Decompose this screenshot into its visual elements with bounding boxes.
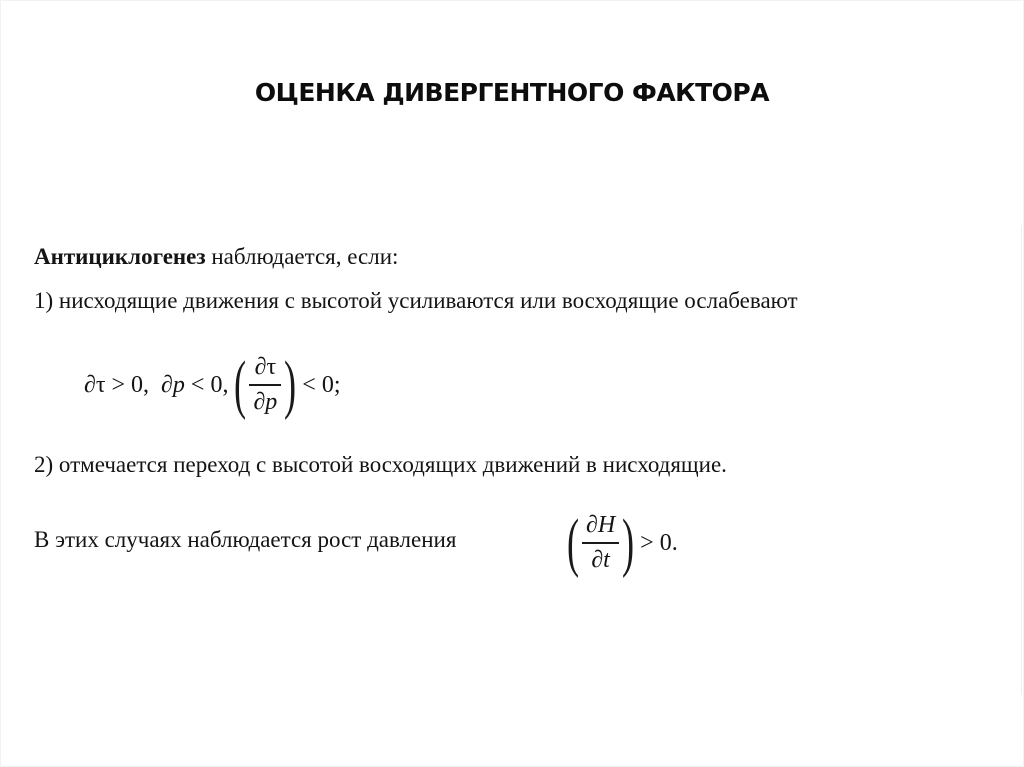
fraction-dH-dt — [582, 512, 619, 575]
right-parenthesis: ) — [284, 348, 297, 421]
partial-symbol: ∂ — [253, 388, 266, 415]
left-parenthesis: ( — [566, 506, 580, 579]
partial-symbol: ∂ — [161, 371, 173, 398]
fraction-bar — [582, 542, 619, 544]
formula-tail: > 0. — [640, 529, 678, 556]
left-parenthesis: ( — [234, 348, 247, 421]
formula-dp-negative — [161, 372, 228, 399]
formula-text: < 0, — [184, 371, 229, 398]
conclusion-line: В этих случаях наблюдается рост давления — [34, 527, 457, 552]
fraction-denominator — [249, 389, 281, 417]
slide-title: ОЦЕНКА ДИВЕРГЕНТНОГО ФАКТОРА — [254, 78, 770, 107]
fraction-denominator — [587, 547, 614, 575]
formula-tail: < 0; — [302, 371, 341, 398]
condition-item-1: 1) нисходящие движения с высотой усиливаются или восходящие ослабевают — [34, 288, 798, 313]
variable-p: p — [265, 388, 278, 415]
partial-symbol: ∂ — [585, 511, 598, 538]
formula-dtau-positive: ∂τ > 0, — [84, 371, 150, 398]
scan-edge-divider — [1021, 225, 1022, 695]
intro-line — [34, 244, 398, 270]
intro-text: наблюдается, если: — [205, 244, 399, 269]
fraction-dtau-dp — [249, 354, 281, 417]
formula-condition-1 — [84, 342, 340, 428]
intro-term: Антициклогенез — [34, 244, 206, 269]
variable-H: H — [597, 511, 616, 538]
fraction-numerator — [582, 512, 619, 540]
variable-t: t — [603, 546, 610, 573]
condition-item-2: 2) отмечается переход с высотой восходящих движений в нисходящие. — [34, 452, 727, 477]
variable-p: p — [172, 371, 185, 398]
formula-pressure-growth — [566, 500, 678, 586]
right-parenthesis: ) — [622, 506, 635, 579]
fraction-numerator: ∂τ — [254, 353, 277, 380]
fraction-bar — [249, 384, 281, 386]
partial-symbol: ∂ — [591, 546, 604, 573]
